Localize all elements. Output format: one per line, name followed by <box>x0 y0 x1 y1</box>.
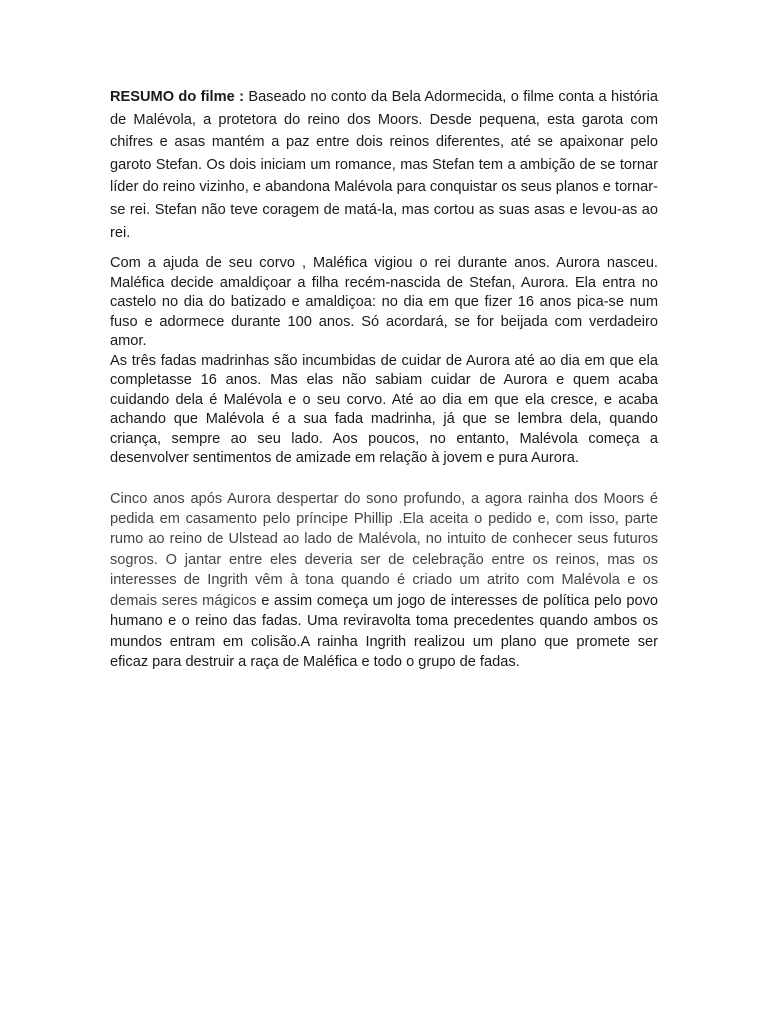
fairies-paragraph: As três fadas madrinhas são incumbidas de cuidar de Aurora até ao dia em que ela completasse 16 anos. Mas elas não sabiam cuidar de Aurora e quem acaba cuidando dela é Malévola e o seu corvo. Até ao dia em que ela cresce, e acaba achando que Malévola é a sua fada madrinha, já que se lembra dela, quando criança, sempre ao seu lado. Aos poucos, no entanto, Malévola começa a desenvolver sentimentos de amizade em relação à jovem e pura Aurora. <box>110 352 658 467</box>
sequel-paragraph <box>110 489 658 673</box>
summary-paragraph <box>110 86 658 244</box>
sequel-text-part2: e assim começa um jogo de interesses de política pelo povo humano e o reino das fadas. Uma reviravolta toma precedentes quando ambos os mundos entram em colisão.A rainha Ingrith realizou um plano que promete ser eficaz para destruir a raça de Maléfica e todo o grupo de fadas. <box>110 592 658 670</box>
sequel-text-part1: Cinco anos após Aurora despertar do sono profundo, a agora rainha dos Moors é pedida em casamento pelo príncipe Phillip .Ela aceita o pedido e, com isso, parte rumo ao reino de Ulstead ao lado de Malévola, no intuito de conhecer seus futuros sogros. O jantar entre eles deveria ser de celebração entre os reinos, mas os interesses de Ingrith vêm à tona quando é criado um atrito com Malévola e os demais seres mágicos <box>110 490 658 609</box>
document-page <box>110 86 658 672</box>
summary-text: Baseado no conto da Bela Adormecida, o filme conta a história de Malévola, a protetora do reino dos Moors. Desde pequena, esta garota com chifres e asas mantém a paz entre dois reinos diferentes, até se apaixonar pelo garoto Stefan. Os dois iniciam um romance, mas Stefan tem a ambição de se tornar líder do reino vizinho, e abandona Malévola para conquistar os seus planos e tornar-se rei. Stefan não teve coragem de matá-la, mas cortou as suas asas e levou-as ao rei. <box>110 89 659 241</box>
curse-paragraph: Com a ajuda de seu corvo , Maléfica vigiou o rei durante anos. Aurora nasceu. Maléfica decide amaldiçoar a filha recém-nascida de Stefan, Aurora. Ela entra no castelo no dia do batizado e amaldiçoa: no dia em que fizer 16 anos pica-se num fuso e adormece durante 100 anos. Só acordará, se for beijada com verdadeiro amor. <box>110 255 658 350</box>
summary-heading: RESUMO do filme : <box>110 89 244 105</box>
